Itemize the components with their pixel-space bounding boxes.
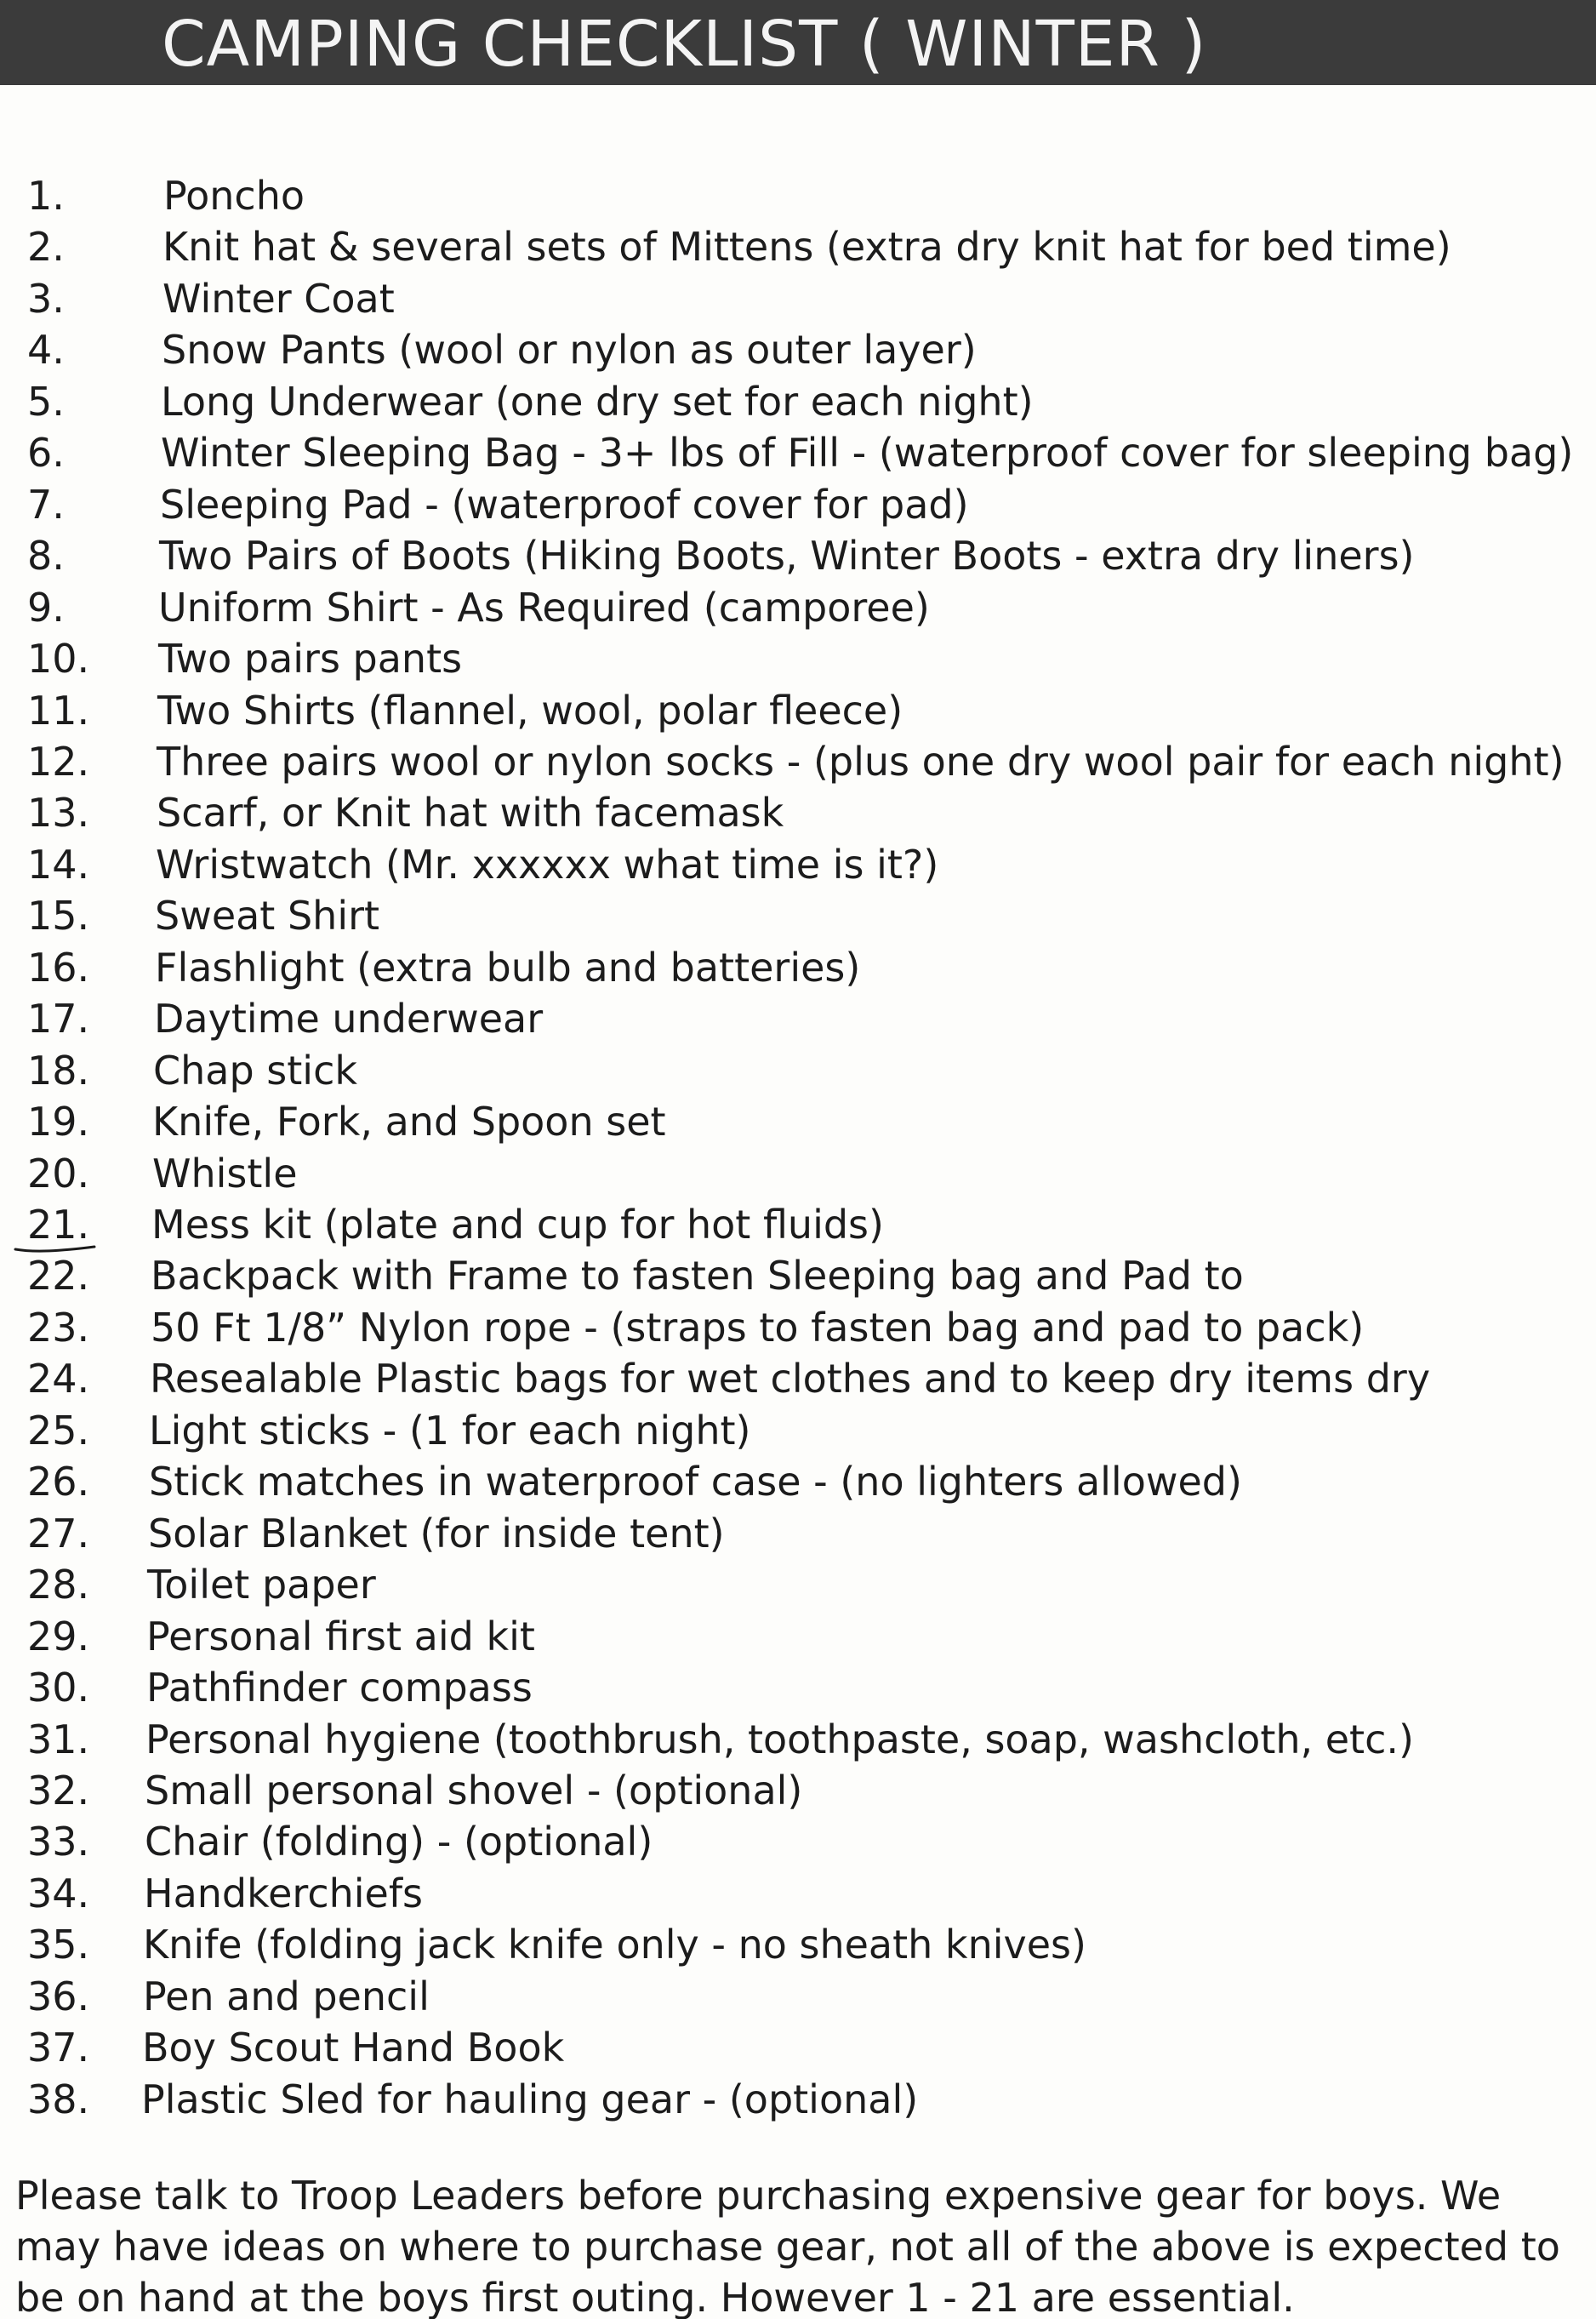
item-number: 24.	[27, 1356, 90, 1402]
item-number: 21.	[27, 1202, 90, 1248]
item-number: 31.	[27, 1716, 90, 1762]
item-text: Long Underwear (one dry set for each night)	[161, 379, 1034, 425]
item-text: Knife, Fork, and Spoon set	[152, 1099, 666, 1145]
item-text: Scarf, or Knit hat with facemask	[157, 790, 784, 836]
item-number: 26.	[27, 1459, 90, 1505]
item-text: Light sticks - (1 for each night)	[149, 1408, 751, 1454]
item-number: 11.	[27, 688, 90, 734]
item-text: Personal first aid kit	[146, 1614, 535, 1659]
item-text: Knit hat & several sets of Mittens (extra dry knit hat for bed time)	[162, 224, 1451, 270]
item-text: Uniform Shirt - As Required (camporee)	[158, 585, 930, 631]
item-text: Two Shirts (flannel, wool, polar fleece)	[157, 688, 903, 734]
item-number: 23.	[27, 1305, 90, 1351]
item-text: Stick matches in waterproof case - (no lighters allowed)	[149, 1459, 1242, 1505]
item-number: 22.	[27, 1253, 90, 1299]
item-text: Wristwatch (Mr. xxxxxx what time is it?)	[156, 842, 939, 888]
item-number: 2.	[27, 224, 65, 270]
item-text: Two pairs pants	[158, 636, 463, 682]
item-number: 35.	[27, 1922, 90, 1968]
item-number: 36.	[27, 1973, 90, 2019]
item-text: Winter Sleeping Bag - 3+ lbs of Fill - (waterproof cover for sleeping bag)	[161, 430, 1574, 476]
item-text: Poncho	[163, 173, 305, 219]
item-number: 1.	[27, 173, 65, 219]
item-number: 4.	[27, 327, 65, 373]
page-title: CAMPING CHECKLIST ( WINTER )	[162, 8, 1207, 81]
item-text: Pathfinder compass	[146, 1665, 533, 1711]
item-text: Knife (folding jack knife only - no sheath knives)	[143, 1922, 1086, 1968]
item-number: 10.	[27, 636, 90, 682]
item-number: 28.	[27, 1562, 90, 1608]
item-number: 3.	[27, 276, 65, 322]
item-text: Sleeping Pad - (waterproof cover for pad)	[160, 482, 969, 528]
title-bar	[0, 0, 1596, 85]
item-text: Mess kit (plate and cup for hot fluids)	[151, 1202, 884, 1248]
item-text: Chair (folding) - (optional)	[145, 1819, 653, 1865]
item-text: Toilet paper	[147, 1562, 376, 1608]
item-number: 14.	[27, 842, 90, 888]
item-number: 17.	[27, 996, 90, 1042]
item-text: Snow Pants (wool or nylon as outer layer)	[162, 327, 977, 373]
item-text: Flashlight (extra bulb and batteries)	[155, 945, 861, 991]
item-number: 16.	[27, 945, 90, 991]
item-text: Small personal shovel - (optional)	[145, 1768, 803, 1814]
footer-note: Please talk to Troop Leaders before purchasing expensive gear for boys. We may have ideas on where to purchase gear, not all of the above is expected to be on hand at the boys first outing. However 1 - 21 are essential.	[15, 2173, 1560, 2319]
item-number: 37.	[27, 2025, 90, 2071]
item-number: 18.	[27, 1048, 90, 1094]
item-number: 13.	[27, 790, 90, 836]
item-text: Personal hygiene (toothbrush, toothpaste, soap, washcloth, etc.)	[145, 1716, 1414, 1762]
item-number: 12.	[27, 739, 90, 785]
item-text: Handkerchiefs	[144, 1871, 424, 1916]
item-number: 27.	[27, 1511, 90, 1556]
item-number: 8.	[27, 533, 65, 579]
item-text: Winter Coat	[162, 276, 395, 322]
item-number: 15.	[27, 893, 90, 939]
item-number: 33.	[27, 1819, 90, 1865]
item-number: 5.	[27, 379, 65, 425]
item-number: 29.	[27, 1614, 90, 1659]
item-text: Solar Blanket (for inside tent)	[148, 1511, 725, 1556]
item-number: 7.	[27, 482, 65, 528]
item-text: Daytime underwear	[154, 996, 544, 1042]
item-number: 30.	[27, 1665, 90, 1711]
item-text: Three pairs wool or nylon socks - (plus one dry wool pair for each night)	[157, 739, 1565, 785]
handwritten-underline-mark	[14, 1232, 99, 1258]
item-text: Boy Scout Hand Book	[142, 2025, 565, 2071]
item-text: Chap stick	[153, 1048, 357, 1094]
item-text: Plastic Sled for hauling gear - (optional)	[141, 2076, 919, 2122]
item-text: Resealable Plastic bags for wet clothes and to keep dry items dry	[150, 1356, 1431, 1402]
item-number: 38.	[27, 2076, 90, 2122]
item-number: 34.	[27, 1871, 90, 1916]
item-number: 20.	[27, 1151, 90, 1197]
item-number: 32.	[27, 1768, 90, 1814]
item-text: Two Pairs of Boots (Hiking Boots, Winter Boots - extra dry liners)	[159, 533, 1415, 579]
item-text: Backpack with Frame to fasten Sleeping bag and Pad to	[151, 1253, 1244, 1299]
item-text: Pen and pencil	[143, 1973, 430, 2019]
item-number: 25.	[27, 1408, 90, 1454]
item-number: 9.	[27, 585, 65, 631]
item-number: 19.	[27, 1099, 90, 1145]
item-text: Sweat Shirt	[155, 893, 380, 939]
item-text: 50 Ft 1/8” Nylon rope - (straps to fasten bag and pad to pack)	[151, 1305, 1365, 1351]
item-number: 6.	[27, 430, 65, 476]
item-text: Whistle	[152, 1151, 298, 1197]
